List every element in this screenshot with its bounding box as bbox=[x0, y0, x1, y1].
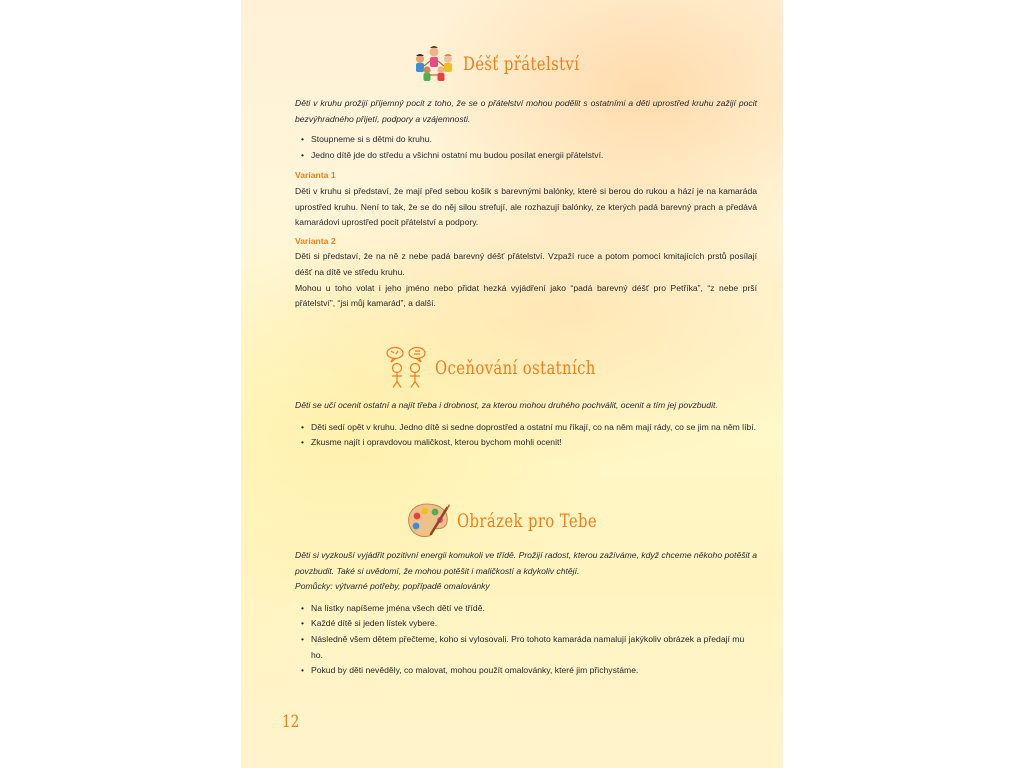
variant-text: Děti v kruhu si představí, že mají před sebou košík s barevnými balónky, které si berou do rukou a hází je na kamaráda uprostřed kruhu. Není to tak, že se do něj silou strefují, ale rozhazují balónky, ze kterých padá barevný prach a předává kamarádovi uprostřed pocit přátelství a podpory. bbox=[295, 185, 757, 228]
list-item: • Jedno dítě jde do středu a všichni ostatní mu budou posílat energii přátelství. bbox=[295, 148, 757, 164]
section-header-picture-for-you bbox=[405, 500, 637, 542]
variant-heading: Varianta 1 bbox=[295, 170, 336, 181]
section-title: Obrázek pro Tebe bbox=[457, 510, 598, 532]
list-item: • Následně všem dětem přečteme, koho si vylosovali. Pro tohoto kamaráda namalují jakýkoliv obrázek a předají mu ho. bbox=[295, 632, 757, 663]
list-item: • Zkusme najít i opravdovou maličkost, kterou bychom mohli ocenit! bbox=[295, 435, 757, 451]
list-item: • Děti sedí opět v kruhu. Jedno dítě si sedne doprostřed a ostatní mu říkají, co na něm mají rády, co se jim na něm líbí. bbox=[295, 420, 757, 436]
variant-heading: Varianta 2 bbox=[295, 235, 336, 246]
variant-text: Děti si představí, že na ně z nebe padá barevný déšť přátelství. Vzpaží ruce a potom pomocí kmitajících prstů posílají déšť na dítě ve středu kruhu. bbox=[295, 251, 757, 277]
section-header-appreciation bbox=[383, 346, 641, 390]
section-intro: Děti si vyzkouší vyjádřit pozitivní energii komukoli ve třídě. Prožijí radost, kterou zažíváme, když chceme někoho potěšit a povzbudit. Také si uvědomí, že mohou potěšit i maličkostí a kdykoliv chtějí. bbox=[295, 550, 757, 576]
section-title: Déšť přátelství bbox=[463, 53, 580, 75]
list-item: • Stoupneme si s dětmi do kruhu. bbox=[295, 132, 757, 148]
section-intro: Děti v kruhu prožijí příjemný pocit z toho, že se o přátelství mohou podělit s ostatními a děti uprostřed kruhu zažijí pocit bezvýhradného přijetí, podpory a vzájemnosti. bbox=[295, 98, 757, 124]
bullet-list bbox=[295, 601, 757, 679]
section-body-appreciation bbox=[295, 398, 757, 451]
list-item: • Na lístky napíšeme jména všech dětí ve třídě. bbox=[295, 601, 757, 617]
section-aids: Pomůcky: výtvarné potřeby, popřípadě omalovánky bbox=[295, 581, 490, 592]
list-item: • Pokud by děti nevěděly, co malovat, mohou použít omalovánky, které jim přichystáme. bbox=[295, 663, 757, 679]
variant-text-continued: Mohou u toho volat i jeho jméno nebo přidat hezká vyjádření jako “padá barevný déšť pro Petříka”, “z nebe prší přátelství”, “jsi můj kamarád”, a další. bbox=[295, 282, 757, 309]
bullet-list bbox=[295, 132, 757, 163]
document-page bbox=[241, 0, 783, 768]
children-circle-icon bbox=[411, 44, 457, 84]
paint-palette-icon bbox=[405, 500, 451, 542]
section-body-friendship-rain bbox=[295, 96, 757, 312]
section-header-friendship-rain bbox=[411, 44, 612, 84]
page-number: 12 bbox=[282, 712, 300, 732]
section-intro: Děti se učí ocenit ostatní a najít třeba i drobnost, za kterou mohou druhého pochválit, ocenit a tím jej povzbudit. bbox=[295, 400, 718, 410]
section-title: Oceňování ostatních bbox=[435, 357, 596, 379]
bullet-list bbox=[295, 420, 757, 451]
children-speech-icon bbox=[383, 346, 429, 390]
section-body-picture-for-you bbox=[295, 548, 757, 679]
list-item: • Každé dítě si jeden lístek vybere. bbox=[295, 616, 757, 632]
